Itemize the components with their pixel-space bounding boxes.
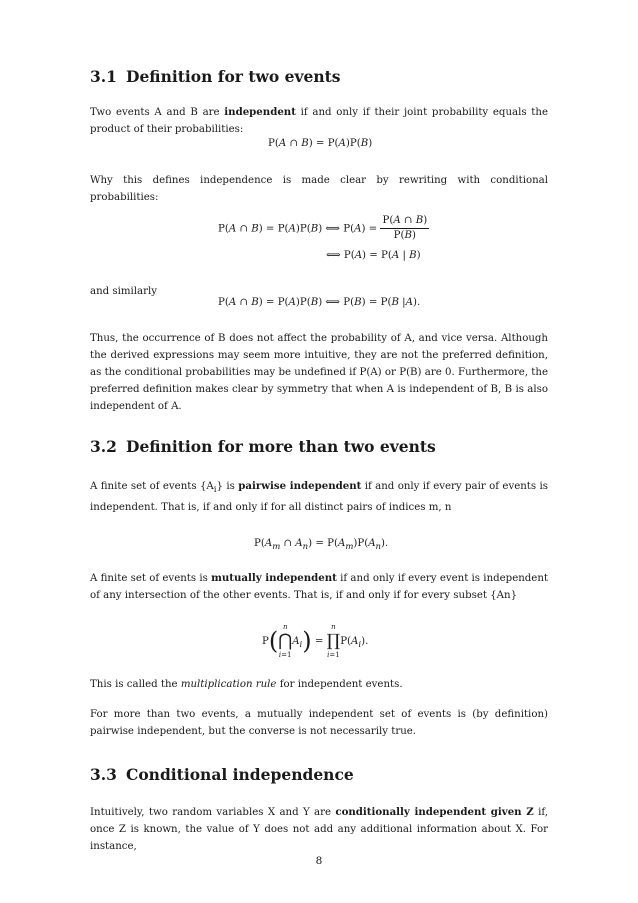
equation-conditional-3: P(A ∩ B) = P(A)P(B) ⟺ P(B) = P(B |A). [218, 297, 421, 308]
paragraph-independence-definition: Two events A and B are independent if and only if their joint probability equals the product of their probabilities: [90, 106, 548, 135]
paragraph-conditional-independence: Intuitively, two random variables X and Y are conditionally independent given Z if, once Z is known, the value of Y does not add any additional information about X. For instance, [90, 806, 548, 852]
paragraph-similarly: and similarly [90, 286, 158, 297]
term-mutually-independent: mutually independent [211, 572, 337, 584]
term-independent: independent [224, 106, 296, 118]
section-number: 3.2 [90, 437, 117, 456]
paragraph-thus-occurrence: Thus, the occurrence of B does not affect the probability of A, and vice versa. Although the derived expressions may seem more intuitive, they are not the preferred definition, as the conditional probabilities may be undefined if P(A) or P(B) are 0. Furthermore, the preferred definition makes clear by symmetry that when A is independent of B, B is also independent of A. [90, 333, 548, 412]
term-conditionally-independent: conditionally independent given Z [335, 806, 534, 818]
section-heading-3-1 [90, 67, 340, 86]
page-number: 8 [315, 855, 323, 867]
equation-joint-probability: P(A ∩ B) = P(A)P(B) [268, 138, 373, 149]
section-number: 3.3 [90, 765, 117, 784]
equation-pairwise: $P(A_m$ ∩ $A_n) = P(A_m)P(A_n)$. [254, 538, 389, 553]
term-pairwise-independent: pairwise independent [238, 480, 362, 492]
section-heading-3-2 [90, 437, 436, 456]
paragraph-mutually: A finite set of events is mutually independent if and only if every event is independent of any intersection of the other events. That is, if and only if for every subset {An} [90, 572, 548, 601]
section-title: Definition for two events [126, 67, 341, 86]
paragraph-pairwise: A finite set of events $\{A_i\}$ is pairwise independent if and only if every pair of events is independent. That is, if and only if for all distinct pairs of indices m, n [90, 480, 548, 514]
equation-conditional-2: ⟺ P(A) = P(A | B) [326, 250, 421, 261]
paragraph-multiplication-rule: This is called the multiplication rule for independent events. [90, 679, 403, 690]
equation-multiplication-rule: P( n ⋂ i=1 $A_i$) = n ∏ i=1 $P(A_i)$. [262, 623, 369, 659]
paragraph-why-defines: Why this defines independence is made clear by rewriting with conditional probabilities: [90, 175, 548, 203]
equation-conditional-1: P(A ∩ B) = P(A)P(B) ⟺ P(A) = $\frac{P(A \cap B)}{P(B)}$ [218, 215, 428, 241]
section-heading-3-3 [90, 765, 354, 784]
section-title: Conditional independence [126, 765, 354, 784]
term-multiplication-rule: multiplication rule [180, 679, 277, 690]
section-title: Definition for more than two events [126, 437, 436, 456]
section-number: 3.1 [90, 67, 117, 86]
paragraph-more-than-two: For more than two events, a mutually independent set of events is (by definition) pairwise independent, but the converse is not necessarily true. [90, 709, 548, 737]
